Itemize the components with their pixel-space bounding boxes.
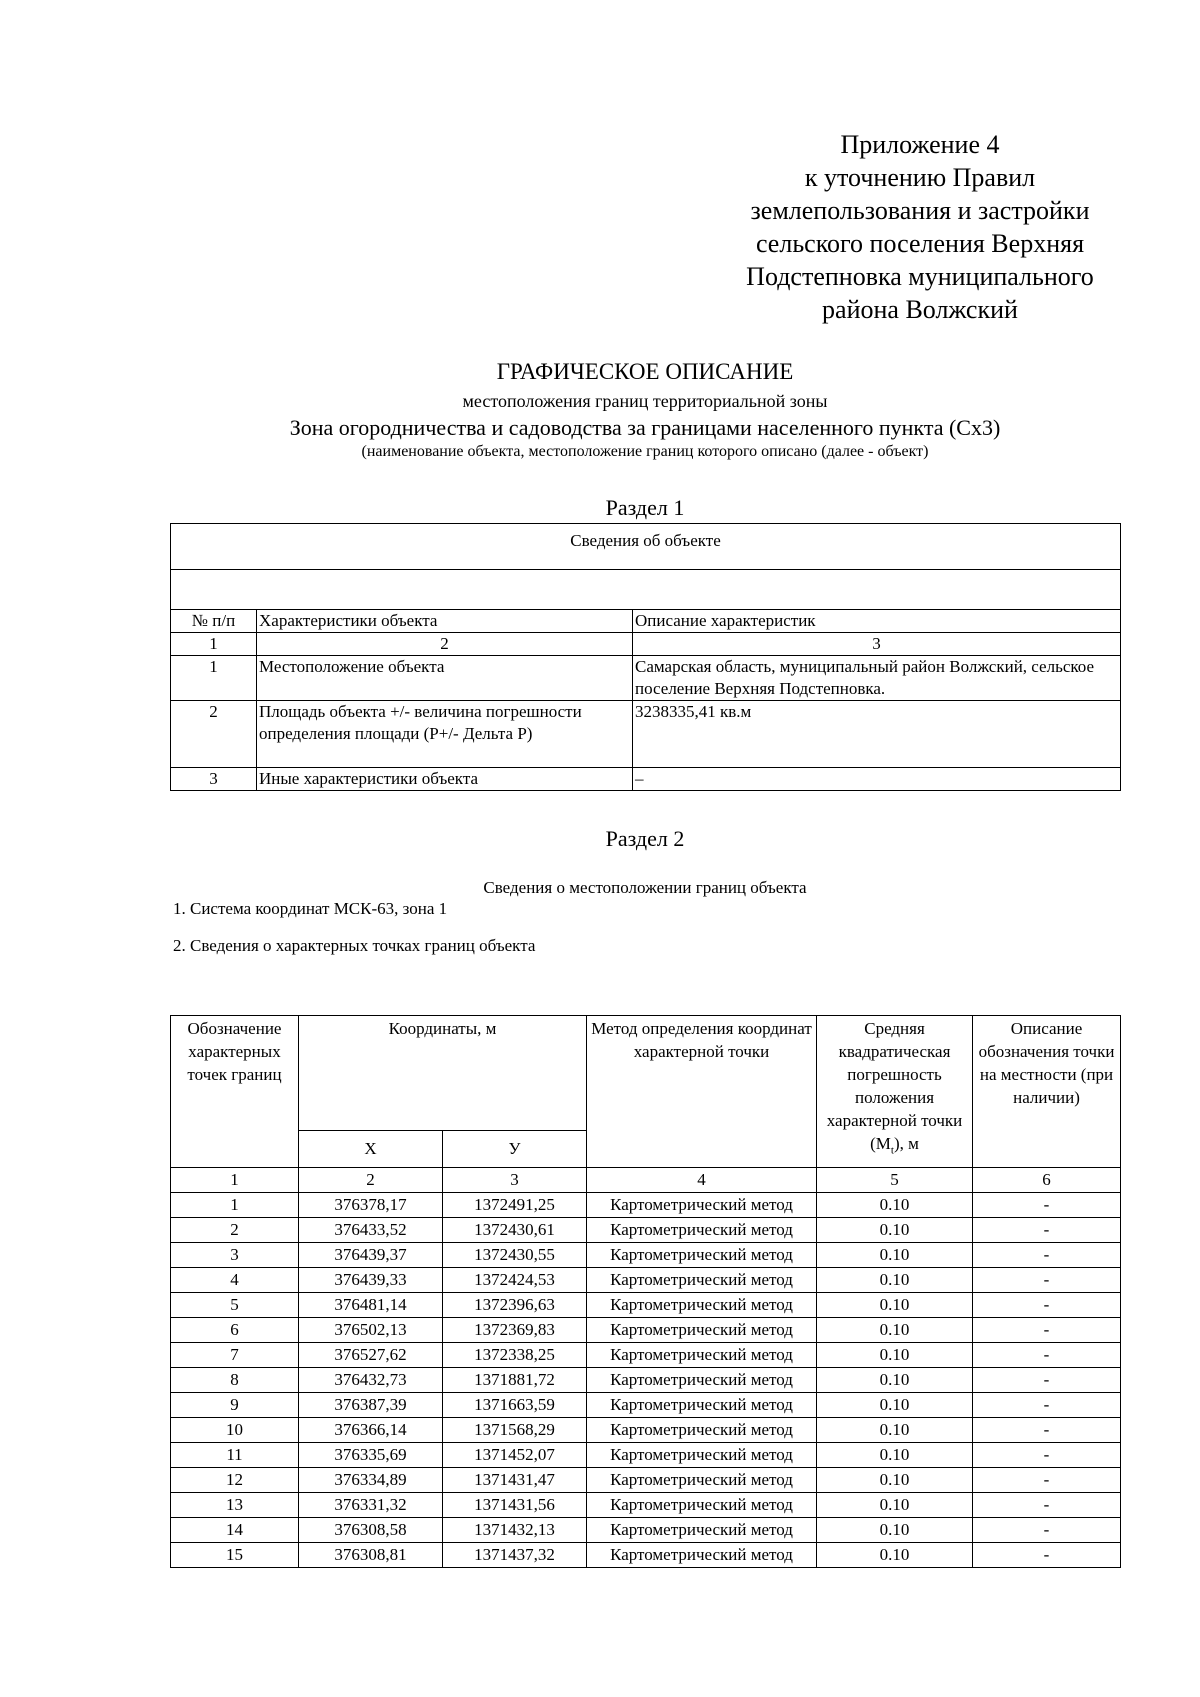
col-number: 1 bbox=[171, 1168, 299, 1193]
point-number: 2 bbox=[171, 1218, 299, 1243]
coord-x: 376432,73 bbox=[299, 1368, 443, 1393]
error-value: 0.10 bbox=[817, 1218, 973, 1243]
coord-x: 376334,89 bbox=[299, 1468, 443, 1493]
table-row bbox=[171, 1218, 1121, 1243]
error-value: 0.10 bbox=[817, 1193, 973, 1218]
row-value: – bbox=[633, 768, 1121, 791]
empty-row bbox=[171, 570, 1121, 610]
appendix-line: Подстепновка муниципального bbox=[746, 262, 1094, 291]
point-description: - bbox=[973, 1318, 1121, 1343]
point-number: 14 bbox=[171, 1518, 299, 1543]
point-description: - bbox=[973, 1468, 1121, 1493]
point-description: - bbox=[973, 1243, 1121, 1268]
table-row bbox=[171, 1393, 1121, 1418]
header-method: Метод определения координат характерной точки bbox=[587, 1016, 817, 1168]
appendix-line: сельского поселения Верхняя bbox=[755, 229, 1085, 258]
coord-y: 1372491,25 bbox=[443, 1193, 587, 1218]
error-value: 0.10 bbox=[817, 1393, 973, 1418]
method: Картометрический метод bbox=[587, 1193, 817, 1218]
method: Картометрический метод bbox=[587, 1218, 817, 1243]
error-value: 0.10 bbox=[817, 1543, 973, 1568]
row-name: Площадь объекта +/- величина погрешности определения площади (Р+/- Дельта Р) bbox=[257, 701, 633, 768]
row-name: Иные характеристики объекта bbox=[257, 768, 633, 791]
point-description: - bbox=[973, 1518, 1121, 1543]
table-row bbox=[171, 1518, 1121, 1543]
table-row bbox=[171, 1493, 1121, 1518]
point-number: 1 bbox=[171, 1193, 299, 1218]
row-number: 2 bbox=[171, 701, 257, 768]
table-row bbox=[171, 1318, 1121, 1343]
coord-x: 376378,17 bbox=[299, 1193, 443, 1218]
error-value: 0.10 bbox=[817, 1243, 973, 1268]
table-row bbox=[171, 1293, 1121, 1318]
method: Картометрический метод bbox=[587, 1293, 817, 1318]
point-number: 12 bbox=[171, 1468, 299, 1493]
row-value: 3238335,41 кв.м bbox=[633, 701, 1121, 768]
coord-y: 1371432,13 bbox=[443, 1518, 587, 1543]
error-value: 0.10 bbox=[817, 1443, 973, 1468]
point-description: - bbox=[973, 1343, 1121, 1368]
col-number: 2 bbox=[257, 633, 633, 656]
coord-x: 376308,81 bbox=[299, 1543, 443, 1568]
col-number: 3 bbox=[633, 633, 1121, 656]
appendix-block bbox=[720, 128, 1120, 326]
method: Картометрический метод bbox=[587, 1343, 817, 1368]
points-caption: 2. Сведения о характерных точках границ объекта bbox=[173, 936, 536, 955]
appendix-line: района Волжский bbox=[822, 295, 1018, 324]
point-number: 13 bbox=[171, 1493, 299, 1518]
error-value: 0.10 bbox=[817, 1518, 973, 1543]
table-row bbox=[171, 1343, 1121, 1368]
point-number: 15 bbox=[171, 1543, 299, 1568]
col-number: 1 bbox=[171, 633, 257, 656]
header-x: X bbox=[299, 1130, 443, 1167]
zone-note: (наименование объекта, местоположение границ которого описано (далее - объект) bbox=[361, 443, 929, 460]
col-number: 6 bbox=[973, 1168, 1121, 1193]
coord-x: 376481,14 bbox=[299, 1293, 443, 1318]
header-desc: Описание обозначения точки на местности (при наличии) bbox=[973, 1016, 1121, 1168]
table-row bbox=[171, 1268, 1121, 1293]
coord-x: 376527,62 bbox=[299, 1343, 443, 1368]
point-description: - bbox=[973, 1368, 1121, 1393]
point-description: - bbox=[973, 1418, 1121, 1443]
col-header: Характеристики объекта bbox=[257, 610, 633, 633]
coord-y: 1372430,55 bbox=[443, 1243, 587, 1268]
error-value: 0.10 bbox=[817, 1293, 973, 1318]
coord-y: 1371568,29 bbox=[443, 1418, 587, 1443]
object-info-table bbox=[170, 523, 1121, 791]
coord-y: 1371431,56 bbox=[443, 1493, 587, 1518]
error-value: 0.10 bbox=[817, 1493, 973, 1518]
document-subtitle: местоположения границ территориальной зоны bbox=[462, 391, 828, 411]
coord-y: 1372430,61 bbox=[443, 1218, 587, 1243]
coord-x: 376439,33 bbox=[299, 1268, 443, 1293]
point-number: 4 bbox=[171, 1268, 299, 1293]
header-error-text: Средняя квадратическая погрешность положения характерной точки (M bbox=[826, 1019, 963, 1153]
error-value: 0.10 bbox=[817, 1343, 973, 1368]
table-row bbox=[171, 1468, 1121, 1493]
method: Картометрический метод bbox=[587, 1493, 817, 1518]
method: Картометрический метод bbox=[587, 1243, 817, 1268]
point-number: 8 bbox=[171, 1368, 299, 1393]
col-number: 2 bbox=[299, 1168, 443, 1193]
point-number: 10 bbox=[171, 1418, 299, 1443]
method: Картометрический метод bbox=[587, 1268, 817, 1293]
error-value: 0.10 bbox=[817, 1368, 973, 1393]
coord-x: 376308,58 bbox=[299, 1518, 443, 1543]
method: Картометрический метод bbox=[587, 1418, 817, 1443]
method: Картометрический метод bbox=[587, 1368, 817, 1393]
coord-y: 1372424,53 bbox=[443, 1268, 587, 1293]
coord-x: 376433,52 bbox=[299, 1218, 443, 1243]
points-table bbox=[170, 1015, 1121, 1568]
point-number: 3 bbox=[171, 1243, 299, 1268]
appendix-line: Приложение 4 bbox=[840, 130, 1000, 159]
table-row bbox=[171, 1243, 1121, 1268]
point-description: - bbox=[973, 1393, 1121, 1418]
point-description: - bbox=[973, 1443, 1121, 1468]
coord-y: 1372396,63 bbox=[443, 1293, 587, 1318]
column-numbers-row bbox=[171, 1168, 1121, 1193]
method: Картометрический метод bbox=[587, 1443, 817, 1468]
point-description: - bbox=[973, 1293, 1121, 1318]
row-value: Самарская область, муниципальный район Волжский, сельское поселение Верхняя Подстепновка. bbox=[633, 656, 1121, 701]
appendix-line: к уточнению Правил bbox=[804, 163, 1036, 192]
coord-y: 1371437,32 bbox=[443, 1543, 587, 1568]
point-description: - bbox=[973, 1193, 1121, 1218]
point-description: - bbox=[973, 1543, 1121, 1568]
method: Картометрический метод bbox=[587, 1318, 817, 1343]
table-row bbox=[171, 1543, 1121, 1568]
table-title: Сведения об объекте bbox=[171, 524, 1121, 570]
zone-name: Зона огородничества и садоводства за границами населенного пункта (Сх3) bbox=[289, 415, 1001, 440]
point-description: - bbox=[973, 1493, 1121, 1518]
coord-y: 1372338,25 bbox=[443, 1343, 587, 1368]
point-number: 7 bbox=[171, 1343, 299, 1368]
method: Картометрический метод bbox=[587, 1543, 817, 1568]
document-title: ГРАФИЧЕСКОЕ ОПИСАНИЕ bbox=[496, 359, 794, 384]
coord-x: 376331,32 bbox=[299, 1493, 443, 1518]
coord-x: 376439,37 bbox=[299, 1243, 443, 1268]
coord-x: 376335,69 bbox=[299, 1443, 443, 1468]
point-number: 9 bbox=[171, 1393, 299, 1418]
point-description: - bbox=[973, 1268, 1121, 1293]
row-name: Местоположение объекта bbox=[257, 656, 633, 701]
coord-y: 1371881,72 bbox=[443, 1368, 587, 1393]
coord-x: 376387,39 bbox=[299, 1393, 443, 1418]
header-error bbox=[817, 1016, 973, 1168]
col-number: 3 bbox=[443, 1168, 587, 1193]
method: Картометрический метод bbox=[587, 1468, 817, 1493]
appendix-line: землепользования и застройки bbox=[750, 196, 1090, 225]
point-number: 6 bbox=[171, 1318, 299, 1343]
table-row bbox=[171, 1368, 1121, 1393]
section1-heading: Раздел 1 bbox=[605, 495, 685, 520]
coord-y: 1372369,83 bbox=[443, 1318, 587, 1343]
coord-y: 1371452,07 bbox=[443, 1443, 587, 1468]
header-error-unit: ), м bbox=[893, 1134, 919, 1153]
row-number: 1 bbox=[171, 656, 257, 701]
header-error-subscript: t bbox=[890, 1144, 894, 1157]
error-value: 0.10 bbox=[817, 1318, 973, 1343]
col-number: 5 bbox=[817, 1168, 973, 1193]
method: Картометрический метод bbox=[587, 1393, 817, 1418]
table-row bbox=[171, 1418, 1121, 1443]
point-description: - bbox=[973, 1218, 1121, 1243]
error-value: 0.10 bbox=[817, 1468, 973, 1493]
header-y: У bbox=[443, 1130, 587, 1167]
col-header: № п/п bbox=[171, 610, 257, 633]
col-number: 4 bbox=[587, 1168, 817, 1193]
col-header: Описание характеристик bbox=[633, 610, 1121, 633]
method: Картометрический метод bbox=[587, 1518, 817, 1543]
table-row bbox=[171, 1193, 1121, 1218]
coord-x: 376502,13 bbox=[299, 1318, 443, 1343]
coord-y: 1371431,47 bbox=[443, 1468, 587, 1493]
row-number: 3 bbox=[171, 768, 257, 791]
point-number: 11 bbox=[171, 1443, 299, 1468]
coord-x: 376366,14 bbox=[299, 1418, 443, 1443]
coord-y: 1371663,59 bbox=[443, 1393, 587, 1418]
error-value: 0.10 bbox=[817, 1268, 973, 1293]
table-row bbox=[171, 1443, 1121, 1468]
section2-heading: Раздел 2 bbox=[605, 826, 685, 851]
point-number: 5 bbox=[171, 1293, 299, 1318]
coordinate-system: 1. Система координат МСК-63, зона 1 bbox=[173, 899, 448, 918]
section2-title: Сведения о местоположении границ объекта bbox=[483, 878, 807, 897]
error-value: 0.10 bbox=[817, 1418, 973, 1443]
header-coords: Координаты, м bbox=[299, 1016, 587, 1131]
header-point: Обозначение характерных точек границ bbox=[171, 1016, 299, 1168]
points-body bbox=[171, 1193, 1121, 1568]
